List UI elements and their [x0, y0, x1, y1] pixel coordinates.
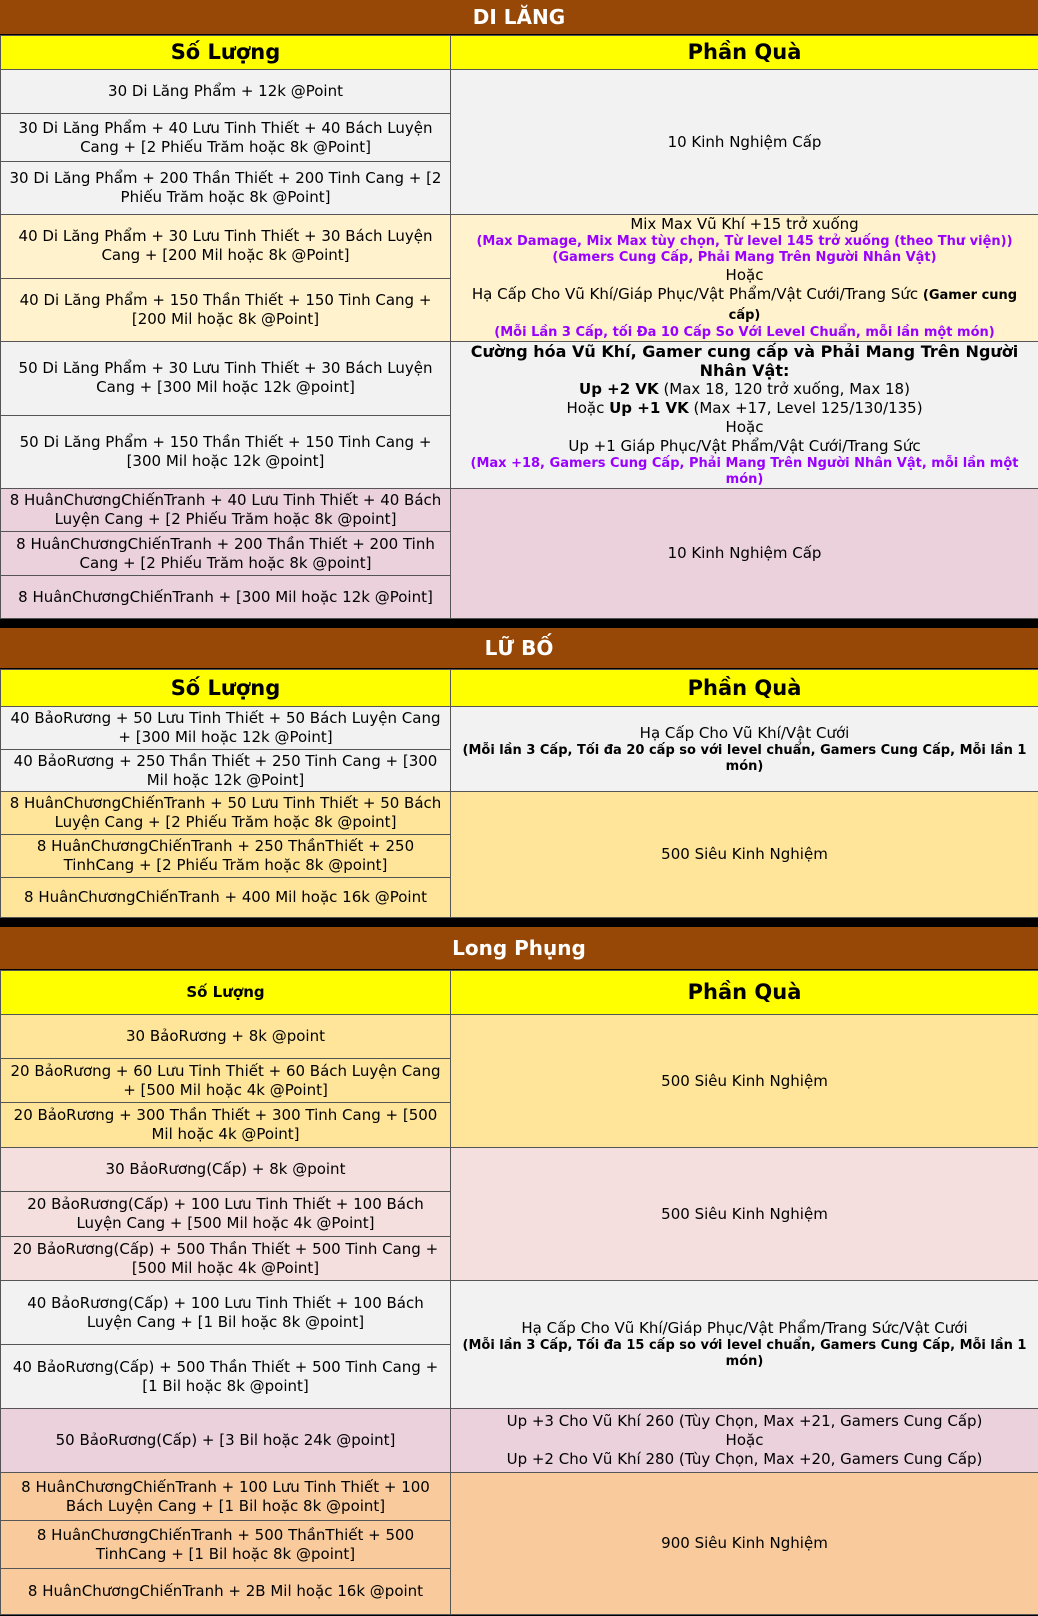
reward-note: (Mỗi Lần 3 Cấp, tối Đa 10 Cấp So Với Level Chuẩn, mỗi lần một món) — [494, 325, 995, 340]
table-row: 40 BảoRương + 250 Thần Thiết + 250 Tinh Cang + [300 Mil hoặc 12k @Point] — [1, 750, 451, 792]
col-header-reward: Phần Quà — [451, 36, 1038, 70]
table-row: 8 HuânChươngChiếnTranh + 100 Lưu Tinh Thiết + 100 Bách Luyện Cang + [1 Bil hoặc 8k @point] — [1, 1473, 451, 1521]
reward-cell — [451, 342, 1038, 489]
reward-line: Mix Max Vũ Khí +15 trở xuống — [630, 215, 859, 233]
table-row: 8 HuânChươngChiếnTranh + 400 Mil hoặc 16k @Point — [1, 878, 451, 918]
table-di-lang — [0, 35, 1038, 619]
reward-line: Up +3 Cho Vũ Khí 260 (Tùy Chọn, Max +21, Gamers Cung Cấp) — [506, 1412, 983, 1430]
reward-line: (Max +17, Level 125/130/135) — [693, 399, 923, 417]
table-row: 30 BảoRương + 8k @point — [1, 1015, 451, 1059]
reward-cell — [451, 215, 1038, 342]
section-divider — [0, 619, 1038, 628]
reward-cell: 500 Siêu Kinh Nghiệm — [451, 1148, 1038, 1281]
reward-note: (Max Damage, Mix Max tùy chọn, Từ level 145 trở xuống (theo Thư viện)) — [476, 234, 1013, 249]
table-row: 20 BảoRương + 60 Lưu Tinh Thiết + 60 Bách Luyện Cang + [500 Mil hoặc 4k @Point] — [1, 1059, 451, 1103]
section-di-lang — [0, 0, 1038, 619]
reward-cell: 900 Siêu Kinh Nghiệm — [451, 1473, 1038, 1615]
col-header-reward: Phần Quà — [451, 971, 1038, 1015]
table-row: 50 BảoRương(Cấp) + [3 Bil hoặc 24k @point] — [1, 1409, 451, 1473]
reward-cell — [451, 707, 1038, 792]
table-row: 8 HuânChươngChiếnTranh + 2B Mil hoặc 16k @point — [1, 1569, 451, 1615]
reward-line: Up +2 Cho Vũ Khí 280 (Tùy Chọn, Max +20, Gamers Cung Cấp) — [506, 1450, 983, 1468]
table-row: 30 BảoRương(Cấp) + 8k @point — [1, 1148, 451, 1192]
reward-line: Up +1 VK — [609, 399, 689, 417]
table-row: 30 Di Lăng Phẩm + 40 Lưu Tinh Thiết + 40 Bách Luyện Cang + [2 Phiếu Trăm hoặc 8k @Point] — [1, 114, 451, 162]
table-row: 40 BảoRương + 50 Lưu Tinh Thiết + 50 Bách Luyện Cang + [300 Mil hoặc 12k @Point] — [1, 707, 451, 750]
reward-note: (Gamers Cung Cấp, Phải Mang Trên Người Nhân Vật) — [552, 250, 937, 265]
reward-or: Hoặc — [566, 399, 605, 417]
reward-or: Hoặc — [725, 266, 764, 284]
section-lu-bo — [0, 628, 1038, 918]
reward-line: Hạ Cấp Cho Vũ Khí/Giáp Phục/Vật Phẩm/Vật Cưới/Trang Sức — [471, 285, 919, 303]
table-row: 30 Di Lăng Phẩm + 200 Thần Thiết + 200 Tinh Cang + [2 Phiếu Trăm hoặc 8k @Point] — [1, 162, 451, 215]
table-row: 20 BảoRương(Cấp) + 500 Thần Thiết + 500 Tinh Cang + [500 Mil hoặc 4k @Point] — [1, 1237, 451, 1281]
table-row: 40 BảoRương(Cấp) + 500 Thần Thiết + 500 Tinh Cang + [1 Bil hoặc 8k @point] — [1, 1345, 451, 1409]
table-row: 8 HuânChươngChiếnTranh + 40 Lưu Tinh Thiết + 40 Bách Luyện Cang + [2 Phiếu Trăm hoặc 8k @point] — [1, 489, 451, 532]
col-header-quantity: Số Lượng — [1, 36, 451, 70]
table-row: 8 HuânChươngChiếnTranh + 200 Thần Thiết + 200 Tinh Cang + [2 Phiếu Trăm hoặc 8k @point] — [1, 532, 451, 576]
table-row: 8 HuânChươngChiếnTranh + 500 ThầnThiết + 500 TinhCang + [1 Bil hoặc 8k @point] — [1, 1521, 451, 1569]
reward-line: Cường hóa Vũ Khí, Gamer cung cấp và Phải Mang Trên Người Nhân Vật: — [470, 342, 1019, 380]
reward-cell — [451, 1281, 1038, 1409]
table-row: 40 Di Lăng Phẩm + 150 Thần Thiết + 150 Tinh Cang + [200 Mil hoặc 8k @Point] — [1, 278, 451, 342]
section-divider — [0, 918, 1038, 927]
reward-note: (Mỗi lần 3 Cấp, Tối đa 15 cấp so với level chuẩn, Gamers Cung Cấp, Mỗi lần 1 món) — [462, 1338, 1027, 1369]
reward-cell: 10 Kinh Nghiệm Cấp — [451, 70, 1038, 215]
table-row: 8 HuânChươngChiếnTranh + [300 Mil hoặc 12k @Point] — [1, 576, 451, 619]
reward-note: (Gamer cung cấp) — [728, 288, 1018, 323]
reward-line: Up +1 Giáp Phục/Vật Phẩm/Vật Cưới/Trang Sức — [568, 437, 921, 455]
table-row: 8 HuânChươngChiếnTranh + 250 ThầnThiết + 250 TinhCang + [2 Phiếu Trăm hoặc 8k @point] — [1, 835, 451, 878]
table-lu-bo — [0, 669, 1038, 918]
reward-cell: 10 Kinh Nghiệm Cấp — [451, 489, 1038, 619]
reward-line: Hạ Cấp Cho Vũ Khí/Vật Cưới — [639, 723, 850, 742]
reward-cell — [451, 1409, 1038, 1473]
reward-note: (Mỗi lần 3 Cấp, Tối đa 20 cấp so với level chuẩn, Gamers Cung Cấp, Mỗi lần 1 món) — [462, 742, 1027, 774]
col-header-quantity: Số Lượng — [1, 971, 451, 1015]
reward-note: (Max +18, Gamers Cung Cấp, Phải Mang Trên Người Nhân Vật, mỗi lần một món) — [470, 456, 1019, 487]
reward-cell: 500 Siêu Kinh Nghiệm — [451, 792, 1038, 918]
reward-cell: 500 Siêu Kinh Nghiệm — [451, 1015, 1038, 1148]
table-row: 8 HuânChươngChiếnTranh + 50 Lưu Tinh Thiết + 50 Bách Luyện Cang + [2 Phiếu Trăm hoặc 8k @point] — [1, 792, 451, 835]
table-row: 20 BảoRương + 300 Thần Thiết + 300 Tinh Cang + [500 Mil hoặc 4k @Point] — [1, 1103, 451, 1148]
reward-or: Hoặc — [725, 1431, 764, 1449]
table-row: 40 BảoRương(Cấp) + 100 Lưu Tinh Thiết + 100 Bách Luyện Cang + [1 Bil hoặc 8k @point] — [1, 1281, 451, 1345]
reward-or: Hoặc — [725, 418, 764, 436]
section-title-long-phung: Long Phụng — [0, 927, 1038, 970]
table-row: 30 Di Lăng Phẩm + 12k @Point — [1, 70, 451, 114]
reward-line: (Max 18, 120 trở xuống, Max 18) — [663, 380, 910, 398]
table-row: 50 Di Lăng Phẩm + 30 Lưu Tinh Thiết + 30 Bách Luyện Cang + [300 Mil hoặc 12k @point] — [1, 342, 451, 416]
col-header-reward: Phần Quà — [451, 670, 1038, 707]
reward-line: Hạ Cấp Cho Vũ Khí/Giáp Phục/Vật Phẩm/Trang Sức/Vật Cưới — [521, 1319, 968, 1337]
col-header-quantity: Số Lượng — [1, 670, 451, 707]
section-title-lu-bo: LỮ BỐ — [0, 628, 1038, 669]
reward-line: Up +2 VK — [579, 380, 659, 398]
section-title-di-lang: DI LĂNG — [0, 0, 1038, 35]
table-long-phung — [0, 970, 1038, 1615]
table-row: 40 Di Lăng Phẩm + 30 Lưu Tinh Thiết + 30 Bách Luyện Cang + [200 Mil hoặc 8k @Point] — [1, 215, 451, 279]
table-row: 50 Di Lăng Phẩm + 150 Thần Thiết + 150 Tinh Cang + [300 Mil hoặc 12k @point] — [1, 415, 451, 489]
table-row: 20 BảoRương(Cấp) + 100 Lưu Tinh Thiết + 100 Bách Luyện Cang + [500 Mil hoặc 4k @Point] — [1, 1192, 451, 1237]
section-long-phung — [0, 927, 1038, 1615]
